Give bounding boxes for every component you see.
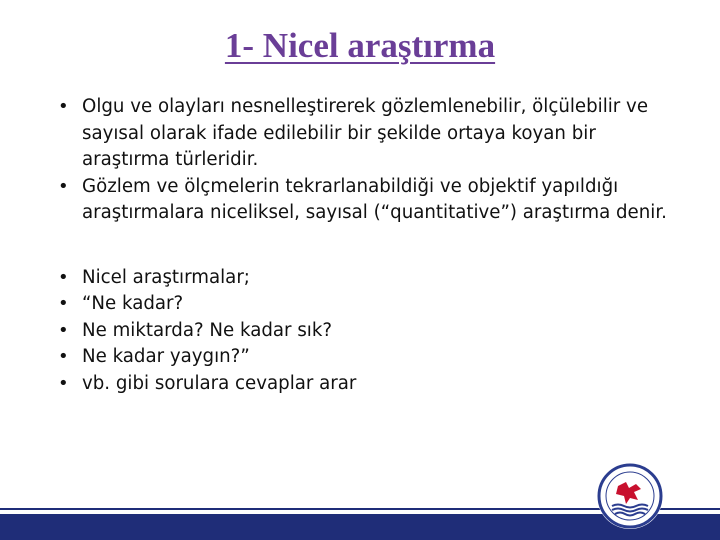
bullet-item bbox=[56, 94, 686, 174]
bullet-text: “Ne kadar? bbox=[82, 293, 184, 314]
bullet-list bbox=[56, 94, 686, 397]
bullet-text: Ne miktarda? Ne kadar sık? bbox=[82, 319, 333, 341]
bullet-icon: • bbox=[58, 293, 69, 314]
bullet-text: Olgu ve olayları nesnelleştirerek gözlemlenebilir, ölçülebilir ve sayısal olarak ifade edilebilir bir şekilde ortaya koyan bir araştırma türleridir. bbox=[82, 96, 649, 170]
bullet-group-definition bbox=[56, 94, 686, 227]
bullet-item bbox=[56, 265, 686, 292]
university-seal-icon bbox=[596, 462, 664, 530]
bullet-item bbox=[56, 371, 686, 398]
bullet-group-questions bbox=[56, 265, 686, 398]
bullet-item bbox=[56, 174, 686, 227]
slide-title: 1- Nicel araştırma bbox=[224, 26, 496, 65]
bullet-icon: • bbox=[58, 319, 69, 341]
bullet-icon: • bbox=[58, 346, 69, 367]
bullet-text: Ne kadar yaygın?” bbox=[82, 346, 250, 367]
bullet-text: Gözlem ve ölçmelerin tekrarlanabildiği ve objektif yapıldığı araştırmalara niceliksel, sayısal (“quantitative”) araştırma denir. bbox=[82, 175, 667, 223]
bullet-icon: • bbox=[58, 372, 69, 394]
bullet-icon: • bbox=[58, 96, 69, 117]
bullet-text: Nicel araştırmalar; bbox=[82, 266, 250, 288]
bullet-item bbox=[56, 318, 686, 345]
bullet-text: vb. gibi sorulara cevaplar arar bbox=[82, 372, 357, 394]
bullet-item bbox=[56, 291, 686, 318]
bullet-item bbox=[56, 344, 686, 371]
bullet-icon: • bbox=[58, 175, 69, 197]
bullet-icon: • bbox=[58, 266, 69, 288]
